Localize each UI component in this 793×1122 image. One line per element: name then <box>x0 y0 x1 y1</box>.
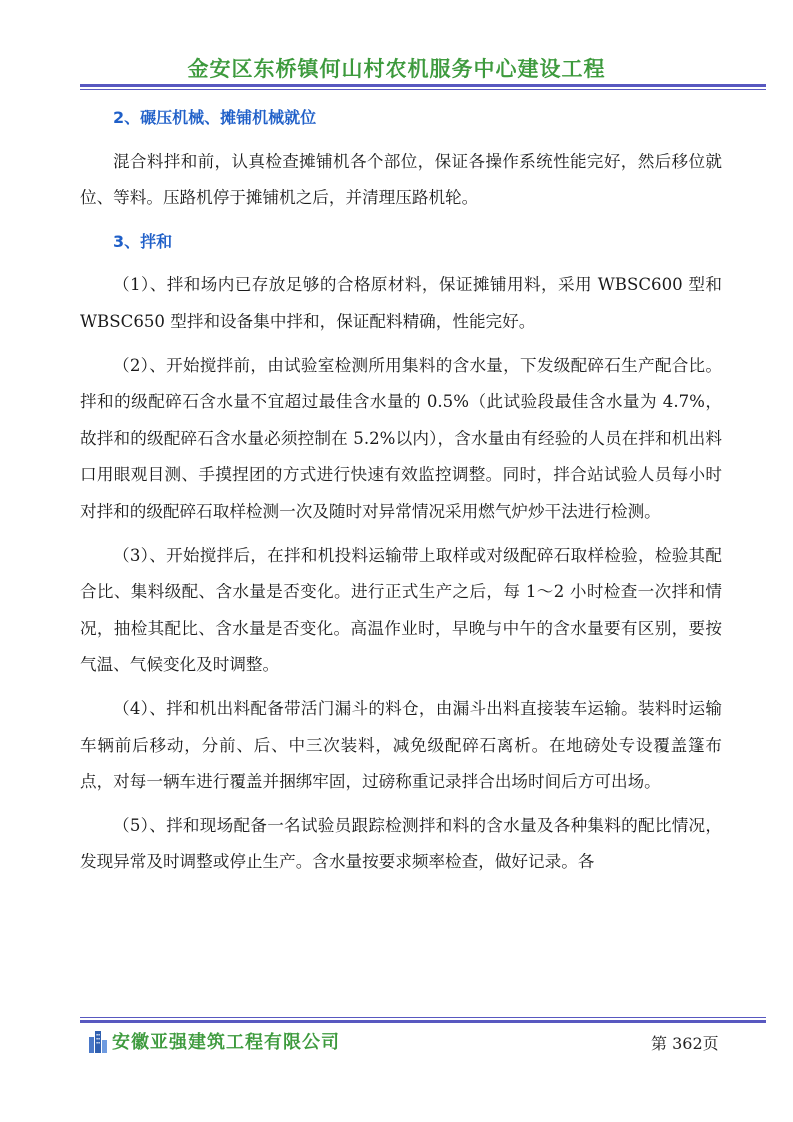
footer-company <box>88 1028 340 1054</box>
footer-rule-thin <box>80 1017 766 1018</box>
paragraph-section2: 混合料拌和前，认真检查摊铺机各个部位，保证各操作系统性能完好，然后移位就位、等料。压路机停于摊铺机之后，并清理压路机轮。 <box>80 151 722 208</box>
paragraph-item-2: （2）、开始搅拌前，由试验室检测所用集料的含水量，下发级配碎石生产配合比。拌和的级配碎石含水量不宜超过最佳含水量的 0.5%（此试验段最佳含水量为 4.7%，故拌和的级配碎石含水量必须控制在 5.2%以内），含水量由有经验的人员在拌和机出料口用眼观目测、手摸捏团的方式进行快速有效监控调整。同时，拌合站试验人员每小时对拌和的级配碎石取样检测一次及随时对异常情况采用燃气炉炒干法进行检测。 <box>80 355 722 521</box>
header-rule-thick <box>80 84 766 87</box>
building-logo-icon <box>88 1029 108 1053</box>
paragraph-item-1: （1）、拌和场内已存放足够的合格原材料，保证摊铺用料，采用 WBSC600 型和 WBSC650 型拌和设备集中拌和，保证配料精确，性能完好。 <box>80 275 722 331</box>
paragraph-item-4: （4）、拌和机出料配备带活门漏斗的料仓，由漏斗出料直接装车运输。装料时运输车辆前后移动，分前、后、中三次装料，减免级配碎石离析。在地磅处专设覆盖篷布点，对每一辆车进行覆盖并捆绑牢固，过磅称重记录拌合出场时间后方可出场。 <box>80 698 722 792</box>
header-rule-thin <box>80 89 766 90</box>
paragraph-item-3: （3）、开始搅拌后，在拌和机投料运输带上取样或对级配碎石取样检验，检验其配合比、集料级配、含水量是否变化。进行正式生产之后，每 1～2 小时检查一次拌和情况，抽检其配比、含水量是否变化。高温作业时，早晚与中午的含水量要有区别，要按气温、气候变化及时调整。 <box>80 545 722 675</box>
footer-rule-thick <box>80 1020 766 1023</box>
footer-page-number: 第 362页 <box>651 1034 719 1053</box>
document-header-title: 金安区东桥镇何山村农机服务中心建设工程 <box>187 57 606 81</box>
section-heading-2: 2、碾压机械、摊铺机械就位 <box>113 108 317 127</box>
paragraph-item-5: （5）、拌和现场配备一名试验员跟踪检测拌和料的含水量及各种集料的配比情况，发现异常及时调整或停止生产。含水量按要求频率检查，做好记录。各 <box>80 815 722 872</box>
footer-company-name: 安徽亚强建筑工程有限公司 <box>112 1032 340 1053</box>
section-heading-3: 3、拌和 <box>113 231 173 251</box>
document-body <box>80 100 722 881</box>
